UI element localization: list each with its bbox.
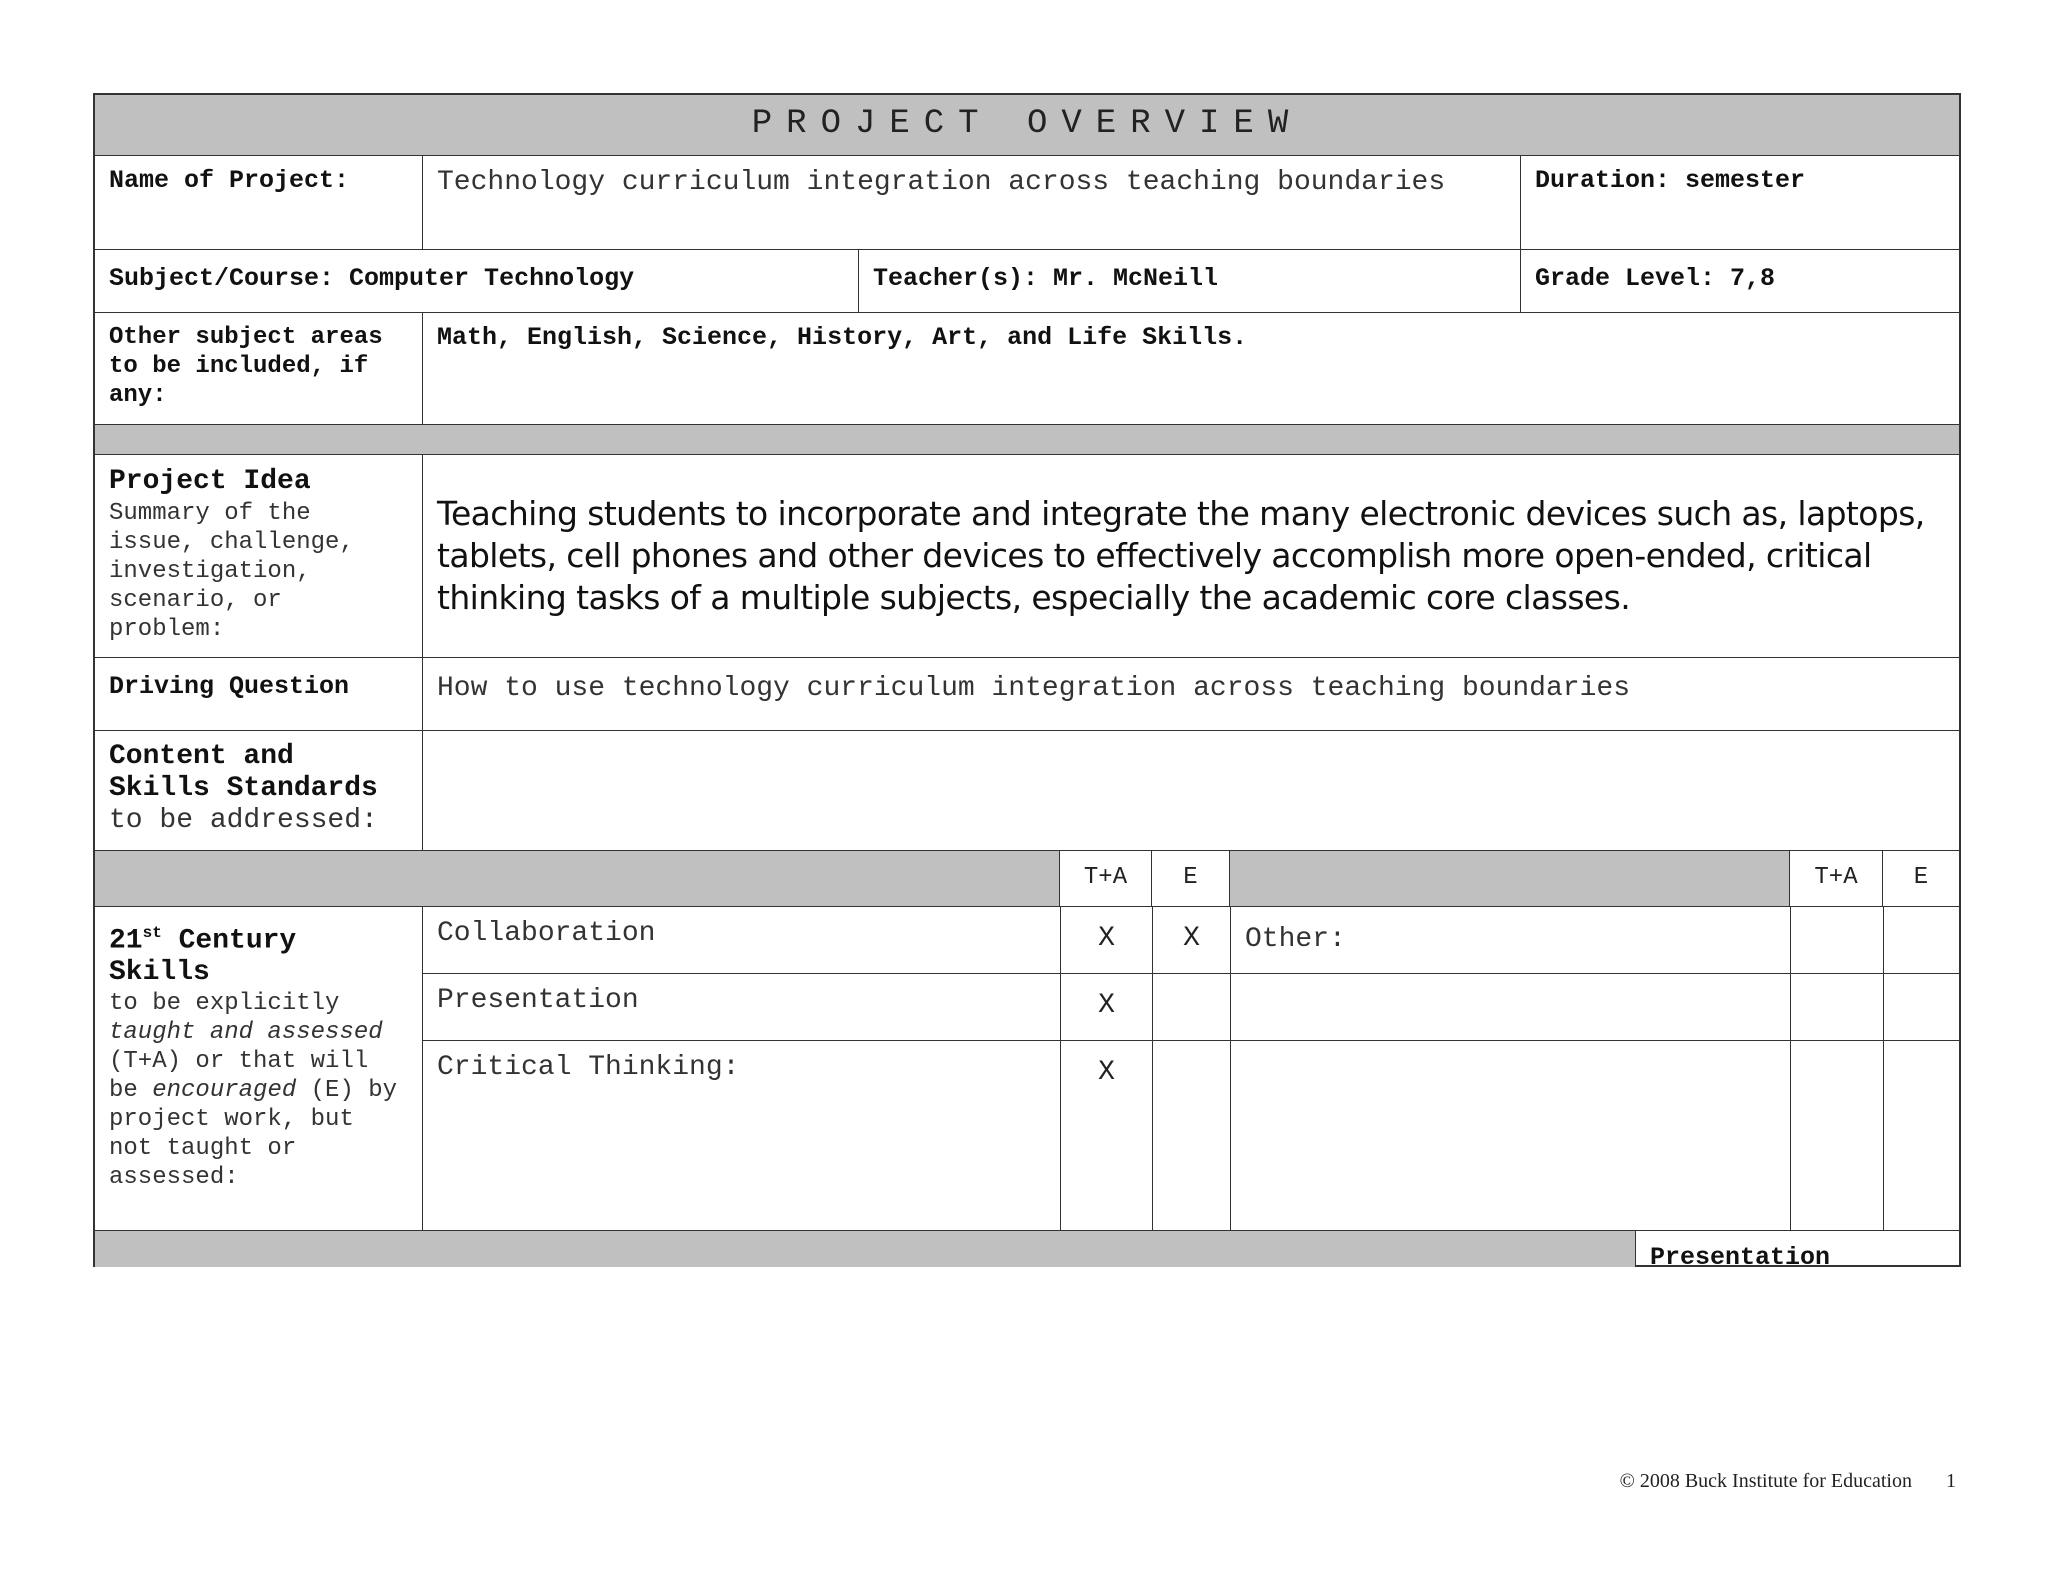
other-e-mark: [1883, 1041, 1959, 1231]
skills-header-left-bar: [95, 851, 1059, 906]
other-e-mark: [1883, 974, 1959, 1040]
content-standards-value: [422, 731, 1959, 850]
skills-header-right-bar: [1229, 851, 1789, 906]
ta-mark: X: [1060, 1041, 1152, 1231]
ta-header-right: T+A: [1789, 851, 1882, 906]
page-title: PROJECT OVERVIEW: [751, 105, 1303, 143]
ta-mark: X: [1060, 974, 1152, 1040]
e-mark: [1152, 1041, 1230, 1231]
skill-row: [423, 907, 1959, 974]
other-ta-mark: [1790, 1041, 1883, 1231]
copyright-text: © 2008 Buck Institute for Education: [1619, 1470, 1912, 1492]
content-standards-heading: Content and Skills Standards: [109, 741, 378, 804]
driving-question-label: Driving Question: [109, 672, 350, 701]
skills-grid: [422, 907, 1959, 1230]
project-idea-heading: Project Idea: [109, 466, 311, 497]
project-idea-subtext: Summary of the issue, challenge, investigation, scenario, or problem:: [109, 500, 354, 643]
cut-off-gray-bar: [95, 1231, 1635, 1267]
e-mark: [1152, 974, 1230, 1040]
subject-row: [95, 250, 1959, 313]
name-of-project-row: [95, 156, 1959, 250]
skill-label: Critical Thinking:: [437, 1052, 740, 1083]
content-standards-label-cell: [95, 731, 422, 850]
century-skills-description: to be explicitly taught and assessed (T+A) or that will be encouraged (E) by project work, but not taught or assessed:: [109, 990, 398, 1192]
century-skills-label-cell: [95, 907, 422, 1230]
skill-label: Collaboration: [437, 918, 656, 949]
name-of-project-label: Name of Project:: [109, 166, 350, 195]
e-header-left: E: [1151, 851, 1229, 906]
other-ta-mark: [1790, 974, 1883, 1040]
other-ta-mark: [1790, 907, 1883, 973]
project-idea-label-cell: [95, 455, 422, 657]
content-standards-row: [95, 731, 1959, 851]
other-subjects-label: Other subject areas to be included, if any:: [109, 324, 383, 409]
other-e-mark: [1883, 907, 1959, 973]
ta-mark: X: [1060, 907, 1152, 973]
project-idea-value: Teaching students to incorporate and integrate the many electronic devices such as, laptops, tablets, cell phones and other devices to effectively accomplish more open-ended, critical thinking tasks of a multiple subjects, especially the academic core classes.: [422, 455, 1959, 657]
driving-question-row: [95, 658, 1959, 731]
skill-row: [423, 1041, 1959, 1231]
other-skill-label: [1230, 1041, 1790, 1231]
skill-row: [423, 974, 1959, 1041]
name-of-project-value: Technology curriculum integration across teaching boundaries: [422, 156, 1520, 249]
e-mark: X: [1152, 907, 1230, 973]
cut-off-presentation-label: Presentation: [1635, 1231, 1959, 1267]
cut-off-row: [95, 1231, 1959, 1272]
skill-label: Presentation: [437, 985, 639, 1016]
page-footer: [1620, 1470, 1956, 1493]
skills-header-row: [95, 851, 1959, 907]
subject-course-field: Subject/Course: Computer Technology: [109, 264, 635, 293]
grade-level-field: Grade Level: 7,8: [1520, 250, 1959, 312]
other-skill-label: [1230, 974, 1790, 1040]
century-skills-heading: 21st Century Skills: [109, 924, 297, 989]
teachers-field: Teacher(s): Mr. McNeill: [858, 250, 1520, 312]
section-divider: [95, 425, 1959, 455]
driving-question-value: How to use technology curriculum integration across teaching boundaries: [422, 658, 1959, 730]
other-skill-label: Other:: [1230, 907, 1790, 973]
e-header-right: E: [1882, 851, 1959, 906]
title-row: [95, 95, 1959, 156]
content-standards-subtext: to be addressed:: [109, 805, 378, 836]
other-subjects-value: Math, English, Science, History, Art, and Life Skills.: [422, 313, 1959, 424]
page-number: 1: [1946, 1470, 1956, 1492]
other-subjects-row: [95, 313, 1959, 425]
project-overview-table: [93, 93, 1961, 1272]
century-skills-row: [95, 907, 1959, 1231]
duration-field: Duration: semester: [1520, 156, 1959, 249]
ta-header-left: T+A: [1059, 851, 1151, 906]
project-idea-row: [95, 455, 1959, 658]
